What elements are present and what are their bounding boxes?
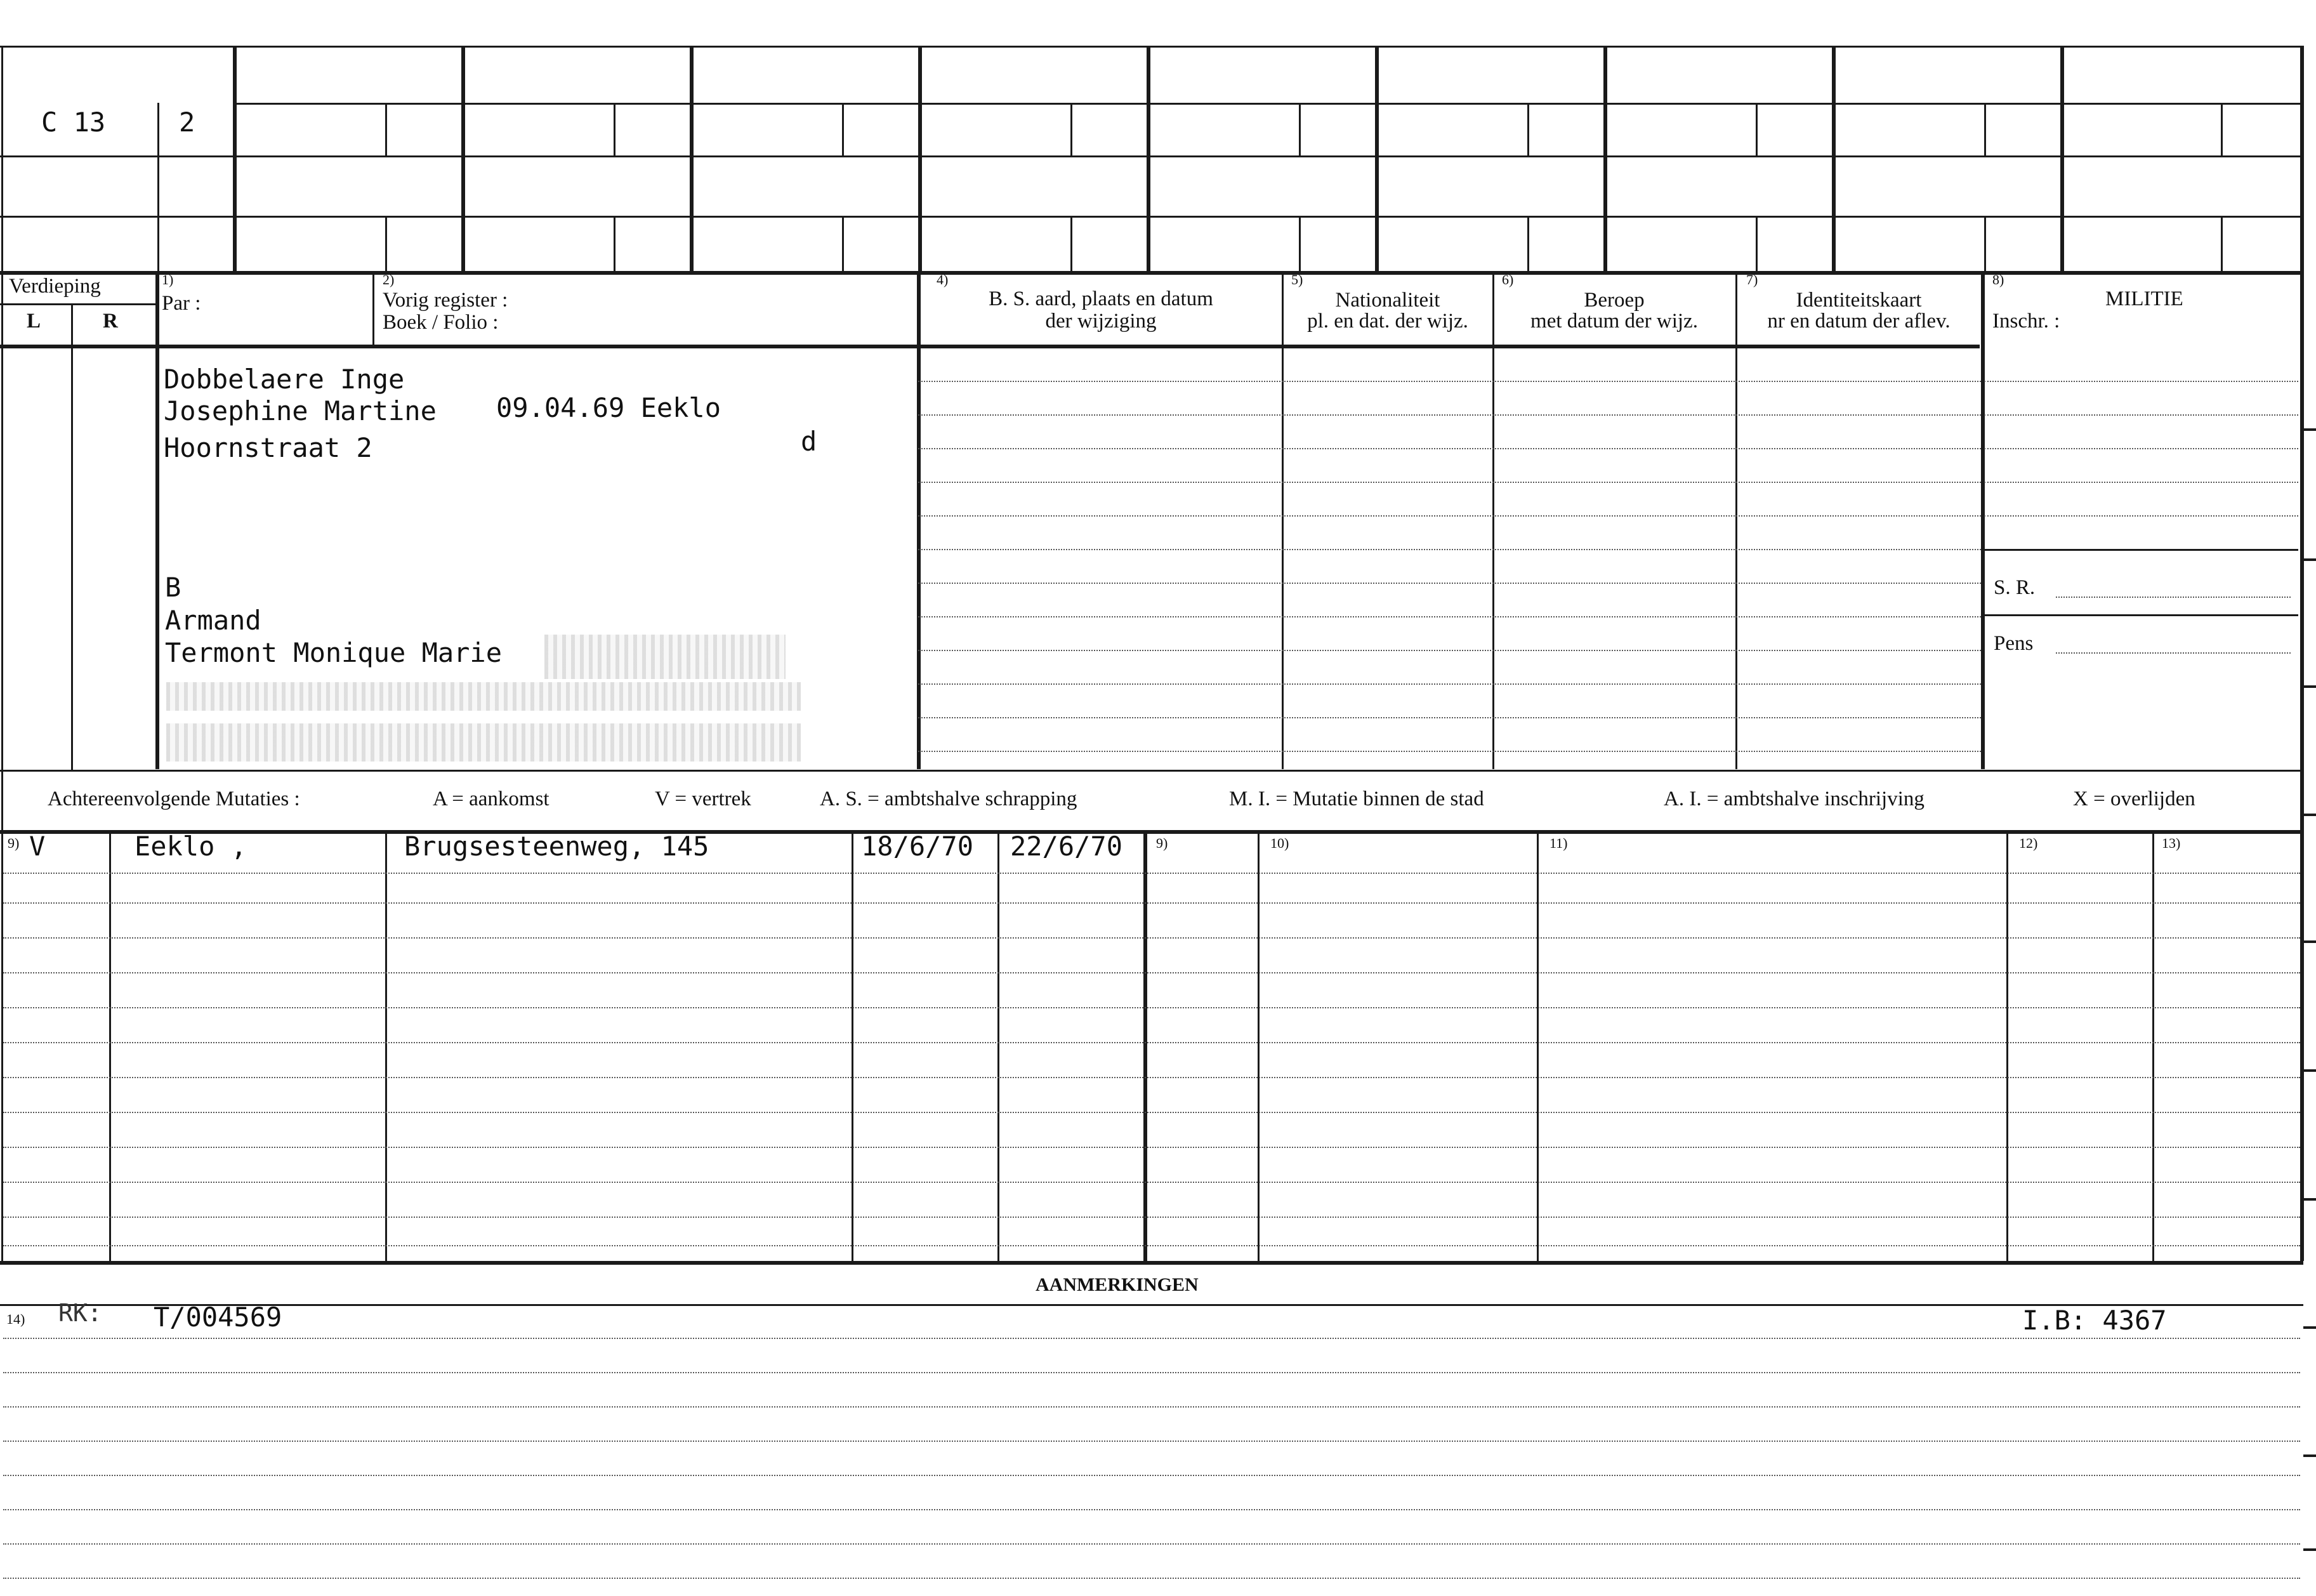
rule bbox=[1984, 216, 1986, 271]
bs-label-2: der wijziging bbox=[1045, 310, 1157, 333]
edge-tick bbox=[2303, 814, 2316, 816]
dotted-rule bbox=[1984, 381, 2298, 382]
sr-label: S. R. bbox=[1994, 576, 2036, 599]
n12: 12) bbox=[2019, 835, 2038, 851]
rule bbox=[2221, 103, 2223, 155]
rule bbox=[1, 46, 3, 1261]
rule bbox=[2221, 216, 2223, 271]
dotted-rule bbox=[3, 1543, 2300, 1545]
edge-tick bbox=[2303, 685, 2316, 688]
rule bbox=[1258, 830, 1260, 1262]
rule bbox=[842, 216, 844, 271]
rule bbox=[1603, 46, 1607, 271]
person-birth: 09.04.69 Eeklo bbox=[496, 392, 721, 423]
dotted-rule bbox=[918, 549, 1981, 550]
remarks-ib: I.B: 4367 bbox=[2022, 1305, 2167, 1336]
rule bbox=[2060, 46, 2064, 271]
verdieping-label: Verdieping bbox=[9, 275, 101, 298]
legend-ai: A. I. = ambtshalve inschrijving bbox=[1664, 788, 1925, 810]
edge-tick bbox=[2303, 940, 2316, 943]
dotted-rule bbox=[1984, 448, 2298, 449]
rule bbox=[1756, 216, 1758, 271]
mutation-type: V bbox=[29, 831, 46, 862]
n7: 7) bbox=[1746, 272, 1758, 287]
dotted-rule bbox=[3, 902, 2300, 904]
rule bbox=[0, 1304, 2303, 1306]
rule bbox=[235, 103, 2303, 105]
bs-label-1: B. S. aard, plaats en datum bbox=[989, 287, 1213, 310]
rule bbox=[1527, 216, 1529, 271]
rule bbox=[0, 830, 2303, 834]
dotted-rule bbox=[3, 1441, 2300, 1442]
inschr-label: Inschr. : bbox=[1992, 310, 2060, 333]
dotted-rule bbox=[3, 1475, 2300, 1476]
dotted-rule bbox=[918, 448, 1981, 449]
nat-label-1: Nationaliteit bbox=[1335, 289, 1440, 312]
legend-a: A = aankomst bbox=[433, 788, 549, 810]
par-label: Par : bbox=[162, 292, 201, 315]
n5: 5) bbox=[1291, 272, 1303, 287]
n8: 8) bbox=[1992, 272, 2004, 287]
dotted-rule bbox=[918, 717, 1981, 718]
n9-left: 9) bbox=[8, 835, 20, 851]
rule bbox=[157, 103, 159, 271]
n14: 14) bbox=[6, 1311, 25, 1327]
rule bbox=[1282, 271, 1284, 769]
vorig-register-label: Vorig register : bbox=[383, 289, 508, 312]
rule bbox=[0, 1261, 2303, 1265]
rule bbox=[1070, 216, 1072, 271]
code-2: 2 bbox=[179, 107, 195, 138]
dotted-rule bbox=[3, 1077, 2300, 1078]
rule bbox=[2152, 830, 2154, 1262]
rule bbox=[614, 103, 615, 155]
rule bbox=[0, 216, 2303, 218]
rule bbox=[155, 271, 159, 769]
n1: 1) bbox=[162, 272, 174, 287]
rule bbox=[0, 770, 2303, 772]
beroep-label-1: Beroep bbox=[1584, 289, 1645, 312]
id-label-2: nr en datum der aflev. bbox=[1767, 310, 1951, 333]
dotted-rule bbox=[918, 414, 1981, 416]
rule bbox=[997, 830, 999, 1262]
dotted-rule bbox=[1984, 482, 2298, 483]
dotted-rule bbox=[2056, 597, 2291, 598]
id-label-1: Identiteitskaart bbox=[1796, 289, 1922, 312]
mutation-address: Brugsesteenweg, 145 bbox=[404, 831, 709, 862]
mutation-date2: 22/6/70 bbox=[1010, 831, 1123, 862]
n13: 13) bbox=[2162, 835, 2181, 851]
code-c13: C 13 bbox=[41, 107, 106, 138]
dotted-rule bbox=[1984, 515, 2298, 517]
militie-label: MILITIE bbox=[2105, 287, 2183, 310]
rule bbox=[1832, 46, 1836, 271]
rule bbox=[1375, 46, 1379, 271]
dotted-rule bbox=[3, 1338, 2300, 1339]
legend-v: V = vertrek bbox=[655, 788, 751, 810]
redacted-area bbox=[544, 635, 786, 679]
n10: 10) bbox=[1270, 835, 1289, 851]
rule bbox=[1735, 271, 1737, 769]
col-r-label: R bbox=[103, 310, 118, 333]
rule bbox=[0, 271, 2303, 275]
dotted-rule bbox=[3, 1217, 2300, 1218]
legend-x: X = overlijden bbox=[2073, 788, 2195, 810]
dotted-rule bbox=[3, 1245, 2300, 1246]
rule bbox=[372, 271, 374, 345]
rule bbox=[0, 303, 155, 305]
dotted-rule bbox=[3, 1406, 2300, 1408]
dotted-rule bbox=[918, 515, 1981, 517]
n2: 2) bbox=[383, 272, 395, 287]
dotted-rule bbox=[3, 1147, 2300, 1148]
dotted-rule bbox=[3, 1042, 2300, 1043]
dotted-rule bbox=[918, 751, 1981, 752]
dotted-rule bbox=[3, 937, 2300, 939]
rule bbox=[842, 103, 844, 155]
rule bbox=[1537, 830, 1539, 1262]
dotted-rule bbox=[3, 1112, 2300, 1113]
redacted-area bbox=[166, 723, 801, 762]
person-address: Hoornstraat 2 bbox=[164, 432, 372, 463]
dotted-rule bbox=[2056, 652, 2291, 654]
rule bbox=[1070, 103, 1072, 155]
rule bbox=[690, 46, 694, 271]
edge-tick bbox=[2303, 1548, 2316, 1551]
n4: 4) bbox=[937, 272, 949, 287]
dotted-rule bbox=[918, 381, 1981, 382]
rule bbox=[918, 46, 922, 271]
rule bbox=[0, 46, 2303, 48]
rule bbox=[852, 830, 853, 1262]
edge-tick bbox=[2303, 1326, 2316, 1329]
n6: 6) bbox=[1502, 272, 1514, 287]
rule bbox=[385, 830, 387, 1262]
dotted-rule bbox=[3, 1509, 2300, 1510]
rule bbox=[1299, 216, 1301, 271]
dotted-rule bbox=[918, 583, 1981, 584]
legend-as: A. S. = ambtshalve schrapping bbox=[820, 788, 1077, 810]
dotted-rule bbox=[918, 616, 1981, 617]
rule bbox=[614, 216, 615, 271]
edge-tick bbox=[2303, 428, 2316, 431]
rule bbox=[1981, 271, 1985, 769]
mutaties-title: Achtereenvolgende Mutaties : bbox=[48, 788, 300, 810]
dotted-rule bbox=[3, 1372, 2300, 1373]
edge-tick bbox=[2303, 558, 2316, 561]
rule bbox=[1143, 830, 1147, 1262]
n9: 9) bbox=[1156, 835, 1168, 851]
dotted-rule bbox=[918, 683, 1981, 685]
rule bbox=[1299, 103, 1301, 155]
dotted-rule bbox=[3, 1578, 2300, 1579]
rule bbox=[2300, 46, 2304, 1261]
rule bbox=[1984, 614, 2298, 616]
rule bbox=[71, 303, 73, 770]
beroep-label-2: met datum der wijz. bbox=[1530, 310, 1698, 333]
col-l-label: L bbox=[27, 310, 41, 333]
dotted-rule bbox=[918, 482, 1981, 483]
rule bbox=[1527, 103, 1529, 155]
rule bbox=[461, 46, 465, 271]
boek-folio-label: Boek / Folio : bbox=[383, 311, 499, 334]
mutation-place: Eeklo , bbox=[135, 831, 247, 862]
rule bbox=[1984, 549, 2298, 551]
rule bbox=[233, 46, 237, 271]
rule bbox=[0, 345, 1980, 348]
edge-tick bbox=[2303, 1454, 2316, 1457]
edge-tick bbox=[2303, 1198, 2316, 1201]
remarks-rk-value: T/004569 bbox=[154, 1302, 282, 1333]
legend-mi: M. I. = Mutatie binnen de stad bbox=[1229, 788, 1484, 810]
rule bbox=[0, 155, 2303, 157]
redacted-area bbox=[166, 682, 801, 711]
person-mark: d bbox=[801, 426, 817, 457]
person-father: Armand bbox=[165, 605, 261, 636]
rule bbox=[1756, 103, 1758, 155]
dotted-rule bbox=[1984, 414, 2298, 416]
remarks-rk-label: RK: bbox=[58, 1299, 102, 1327]
rule bbox=[2006, 830, 2008, 1262]
nat-label-2: pl. en dat. der wijz. bbox=[1307, 310, 1468, 333]
dotted-rule bbox=[3, 873, 2300, 874]
rule bbox=[109, 830, 111, 1262]
rule bbox=[1147, 46, 1150, 271]
rule bbox=[385, 103, 387, 155]
person-name-line2: Josephine Martine bbox=[164, 395, 437, 426]
edge-tick bbox=[2303, 1069, 2316, 1072]
rule bbox=[385, 216, 387, 271]
rule bbox=[1984, 103, 1986, 155]
dotted-rule bbox=[918, 650, 1981, 651]
person-b: B bbox=[165, 572, 181, 603]
rule bbox=[917, 271, 921, 769]
person-name-line1: Dobbelaere Inge bbox=[164, 364, 405, 395]
dotted-rule bbox=[3, 972, 2300, 973]
dotted-rule bbox=[3, 1007, 2300, 1008]
person-mother: Termont Monique Marie bbox=[165, 637, 503, 668]
remarks-title: AANMERKINGEN bbox=[1036, 1274, 1199, 1295]
pens-label: Pens bbox=[1994, 632, 2034, 655]
n11: 11) bbox=[1549, 835, 1568, 851]
rule bbox=[1492, 271, 1494, 769]
mutation-date1: 18/6/70 bbox=[861, 831, 974, 862]
dotted-rule bbox=[3, 1182, 2300, 1183]
